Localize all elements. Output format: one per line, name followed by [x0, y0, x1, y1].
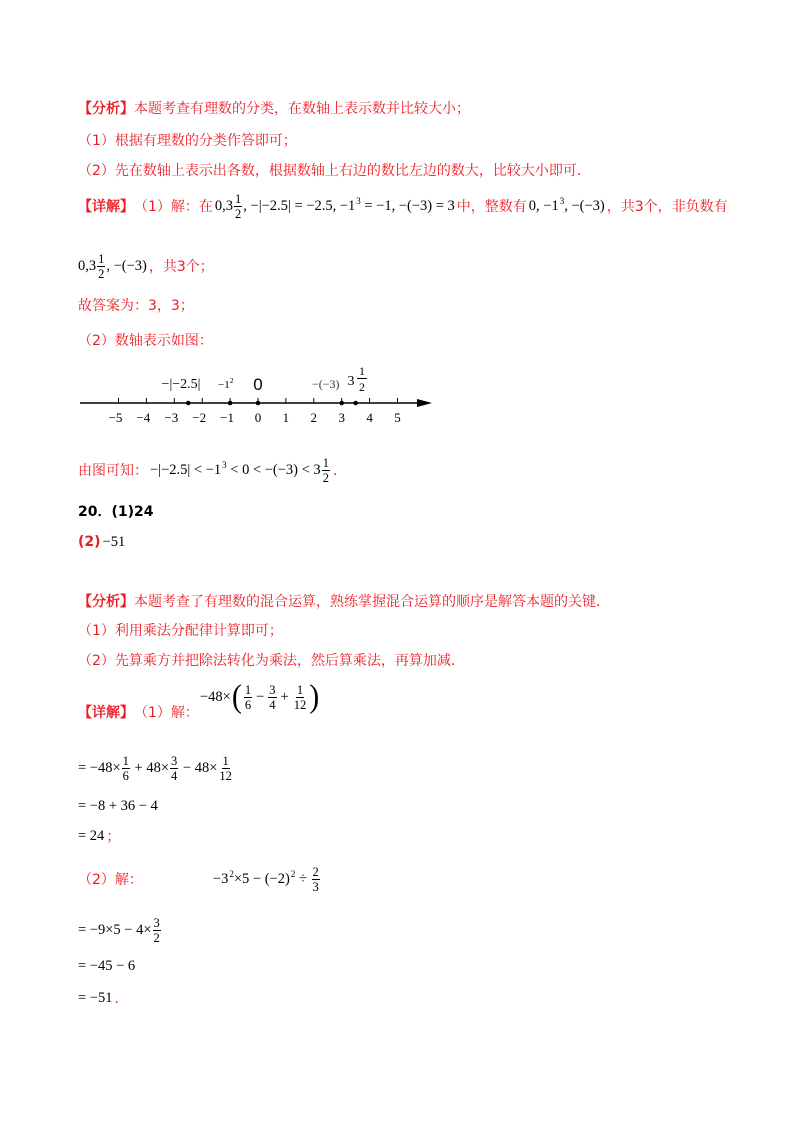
label-mixed-denominator: 2 — [359, 380, 365, 394]
expression-text: = 24 — [78, 827, 105, 844]
q20-answer-2-label: (2) — [78, 534, 101, 550]
fraction — [170, 754, 178, 783]
expression-text: = −51 — [78, 989, 113, 1006]
step-punctuation: ； — [106, 829, 121, 845]
given-numbers-expression — [215, 192, 455, 221]
conclusion-expression — [150, 456, 331, 485]
number-line-tick-label: 4 — [366, 410, 373, 425]
fraction-denominator: 2 — [98, 266, 105, 281]
fraction-denominator: 6 — [122, 768, 129, 783]
label-neg-neg-3: −(−3) — [312, 377, 340, 391]
fraction — [234, 192, 242, 221]
analysis-step-text: （1）利用乘法分配律计算即可； — [78, 623, 283, 639]
label-power-base: −1 — [218, 379, 230, 391]
right-parenthesis: ) — [309, 678, 320, 715]
step-expression — [78, 990, 112, 1007]
fraction — [268, 683, 276, 712]
number-line-tick-label: 1 — [282, 410, 290, 425]
fraction-numerator: 1 — [122, 753, 129, 768]
analysis-step-text: （2）先算乘方并把除法转化为乘法，然后算乘法，再算加减． — [78, 653, 465, 669]
left-parenthesis: ( — [231, 678, 242, 715]
fraction-denominator: 12 — [293, 697, 307, 712]
detail-lead: （1）解： — [134, 705, 199, 721]
number-line-point — [228, 401, 233, 406]
q20-answer-line-1 — [78, 495, 154, 527]
step-punctuation: ． — [114, 991, 129, 1007]
expression-text: −51 — [102, 533, 126, 550]
detail-mid-text: 中，整数有 — [456, 199, 527, 215]
fraction-numerator: 3 — [171, 753, 178, 768]
step-expression — [78, 958, 135, 975]
q19-conclusion-line — [78, 454, 347, 486]
fraction-denominator: 2 — [153, 930, 160, 945]
number-line-tick-label: 0 — [254, 410, 262, 425]
fraction-denominator: 4 — [171, 768, 178, 783]
fraction-numerator: 1 — [222, 753, 229, 768]
q20-answer-2-value — [103, 534, 126, 551]
analysis-tag: 【分析】 — [78, 101, 134, 117]
number-line-tick-label: 5 — [394, 410, 401, 425]
operator: − — [256, 688, 265, 705]
q20-step-4 — [78, 914, 164, 946]
fraction — [293, 683, 308, 712]
q20-analysis-step1 — [78, 614, 283, 646]
q19-nonnegatives-line — [78, 250, 214, 282]
q20-step-1 — [78, 752, 236, 784]
expression-text: = −48× — [78, 759, 121, 776]
fraction-denominator: 2 — [322, 470, 329, 485]
expression-text: − 48× — [179, 759, 218, 776]
analysis-text: 本题考查有理数的分类，在数轴上表示数并比较大小； — [134, 101, 470, 117]
q19-analysis-step2 — [78, 154, 591, 186]
number-line-tick-label: −1 — [220, 410, 235, 425]
conclusion-lead: 由图可知： — [78, 463, 148, 479]
exponent: 3 — [356, 196, 361, 206]
nonnegatives-count-text: ，共3个； — [148, 259, 214, 275]
label-abs-neg-2-5: −|−2.5| — [161, 377, 201, 392]
number-line-point — [353, 401, 358, 406]
expression-text: ×5 − (−2) — [233, 870, 290, 887]
q20-analysis-step2 — [78, 644, 465, 676]
fraction-numerator: 3 — [269, 682, 276, 697]
fraction — [97, 252, 105, 281]
analysis-step-text: （2）先在数轴上表示出各数，根据数轴上右边的数比左边的数大，比较大小即可． — [78, 163, 591, 179]
fraction-numerator: 1 — [235, 191, 242, 206]
expression-text: ÷ — [295, 870, 311, 887]
q20-answer-line-2 — [78, 526, 127, 558]
q20-analysis-line — [78, 585, 610, 617]
exponent: 2 — [229, 869, 234, 879]
fraction-denominator: 6 — [244, 697, 252, 712]
fraction-numerator: 3 — [153, 915, 160, 930]
q20-detail-line — [78, 696, 199, 728]
part2-lead-text: （2）数轴表示如图： — [78, 333, 213, 349]
analysis-text: 本题考查了有理数的混合运算，熟练掌握混合运算的顺序是解答本题的关键． — [134, 594, 610, 610]
operator: + — [280, 688, 289, 705]
fraction — [322, 456, 330, 485]
expression-text: , −|−2.5| = −2.5, −1 — [243, 197, 356, 214]
fraction — [218, 754, 233, 783]
number-line-labels — [162, 364, 367, 394]
conclusion-end: ． — [332, 463, 347, 479]
expression-text: −3 — [212, 870, 229, 887]
fraction-denominator: 2 — [235, 206, 242, 221]
exponent: 2 — [290, 869, 296, 879]
fraction-denominator: 3 — [312, 879, 319, 894]
expression-text: = −45 − 6 — [78, 957, 136, 974]
fraction-numerator: 2 — [312, 864, 319, 879]
q20-step-2 — [78, 790, 160, 822]
fraction — [122, 754, 130, 783]
fraction-numerator: 1 — [98, 251, 105, 266]
number-line-point — [186, 401, 191, 406]
number-line-point — [339, 401, 344, 406]
integers-count-text: ，共3个，非负数有 — [606, 199, 728, 215]
q20-answer-1: 20．(1)24 — [78, 504, 154, 520]
label-power-exponent: 2 — [229, 376, 234, 385]
fraction-numerator: 1 — [322, 455, 329, 470]
nonnegatives-expression — [78, 252, 147, 281]
fraction — [153, 916, 161, 945]
label-mixed-whole: 3 — [347, 374, 355, 389]
label-zero: 0 — [253, 375, 263, 394]
expression-text: = −9×5 − 4× — [78, 921, 152, 938]
label-mixed-numerator: 1 — [359, 364, 365, 378]
q19-part2-lead — [78, 324, 213, 356]
q20-step-5 — [78, 950, 137, 982]
expression-text: = −8 + 36 − 4 — [78, 797, 158, 814]
q19-answer-line — [78, 289, 194, 321]
expression-text: 0,3 — [214, 197, 234, 214]
fraction-denominator: 12 — [219, 768, 232, 783]
expression-text: = −1, −(−3) = 3 — [360, 197, 455, 214]
number-line-point — [256, 401, 261, 406]
q19-analysis-line — [78, 92, 470, 124]
expression-text: 0, −1 — [528, 197, 559, 214]
exponent: 3 — [559, 196, 565, 206]
number-line-tick-label: 2 — [310, 410, 318, 425]
expression-text: −|−2.5| < −1 — [150, 461, 222, 478]
exponent: 3 — [222, 460, 227, 470]
label-neg-one-power — [218, 376, 234, 391]
fraction-numerator: 1 — [296, 682, 304, 697]
detail-tag: 【详解】 — [78, 199, 134, 215]
analysis-step-text: （1）根据有理数的分类作答即可； — [78, 133, 297, 149]
detail-lead: （1）解：在 — [134, 199, 213, 215]
expression-text: 0,3 — [78, 257, 97, 274]
step-expression — [78, 798, 158, 815]
q19-detail-line — [78, 190, 728, 222]
expression-text: < 0 < −(−3) < 3 — [226, 461, 321, 478]
integers-expression — [529, 198, 605, 215]
number-line-tick-label: −3 — [164, 410, 179, 425]
step-expression — [78, 828, 104, 845]
analysis-tag: 【分析】 — [78, 594, 134, 610]
q19-analysis-step1 — [78, 124, 297, 156]
fraction — [312, 865, 320, 894]
q20-expression-2 — [213, 865, 321, 894]
fraction-numerator: 1 — [244, 682, 252, 697]
expression-text: + 48× — [130, 759, 170, 776]
expression-text: −48× — [200, 688, 231, 705]
number-line-tick-label: 3 — [338, 410, 345, 425]
fraction-denominator: 4 — [269, 697, 276, 712]
number-line-tick-label: −2 — [192, 410, 207, 425]
q20-part2-line — [78, 863, 323, 895]
detail-tag: 【详解】 — [78, 705, 134, 721]
number-line-svg — [0, 355, 460, 433]
step-expression — [78, 916, 162, 945]
number-line-tick-label: −5 — [108, 410, 123, 425]
expression-text: , −(−3) — [106, 257, 147, 274]
step-expression — [78, 754, 234, 783]
expression-text: , −(−3) — [564, 197, 605, 214]
q20-step-3 — [78, 820, 120, 852]
number-line-tick-label: −4 — [136, 410, 151, 425]
q20-step-6 — [78, 982, 128, 1014]
number-line-arrow-icon — [417, 399, 432, 407]
answer-text: 故答案为：3，3； — [78, 298, 194, 314]
detail-lead: （2）解： — [78, 872, 143, 888]
fraction — [244, 683, 252, 712]
q20-expression-1 — [200, 679, 320, 715]
